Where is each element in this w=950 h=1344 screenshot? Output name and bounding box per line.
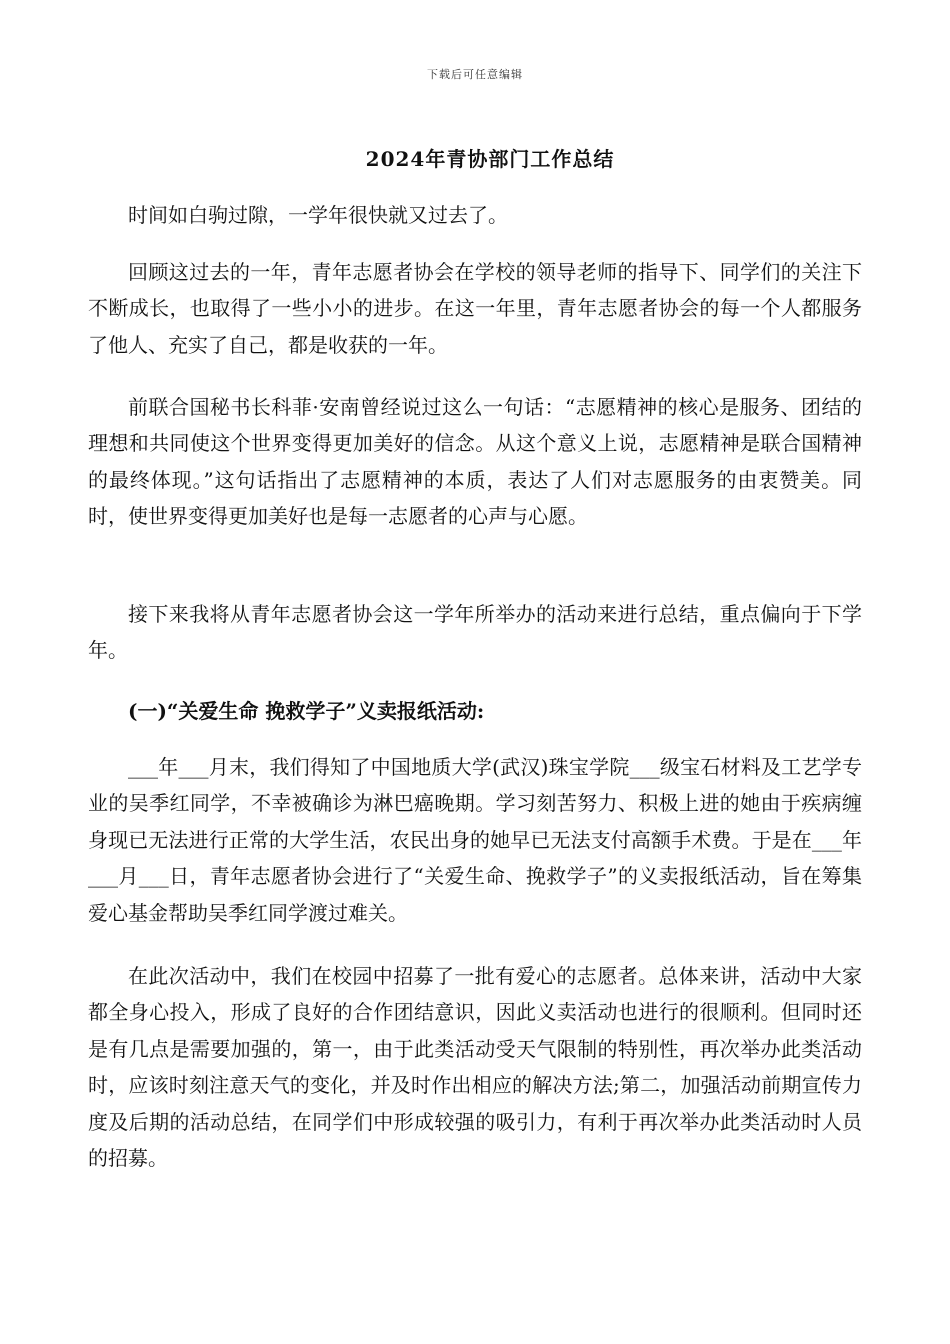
paragraph-activity-background: ___年___月末，我们得知了中国地质大学(武汉)珠宝学院___级宝石材料及工艺学专业的吴季红同学，不幸被确诊为淋巴癌晚期。学习刻苦努力、积极上进的她由于疾病缠身现已无法进行正常的大学生活，农民出身的她早已无法支付高额手术费。于是在___年___月___日，青年志愿者协会进行了“关爱生命、挽救学子”的义卖报纸活动，旨在筹集爱心基金帮助吴季红同学渡过难关。 (88, 755, 862, 925)
paragraph-activity-summary: 在此次活动中，我们在校园中招募了一批有爱心的志愿者。总体来讲，活动中大家都全身心投入，形成了良好的合作团结意识，因此义卖活动也进行的很顺利。但同时还是有几点是需要加强的，第一，由于此类活动受天气限制的特别性，再次举办此类活动时，应该时刻注意天气的变化，并及时作出相应的解决方法;第二，加强活动前期宣传力度及后期的活动总结，在同学们中形成较强的吸引力，有利于再次举办此类活动时人员的招募。 (88, 964, 862, 1171)
paragraph-review: 回顾这过去的一年，青年志愿者协会在学校的领导老师的指导下、同学们的关注下不断成长，也取得了一些小小的进步。在这一年里，青年志愿者协会的每一个人都服务了他人、充实了自己，都是收获的一年。 (88, 260, 862, 357)
section-heading-1: (一)“关爱生命 挽救学子”义卖报纸活动: (128, 699, 485, 723)
paragraph-quote: 前联合国秘书长科菲·安南曾经说过这么一句话：“志愿精神的核心是服务、团结的理想和共同使这个世界变得更加美好的信念。从这个意义上说，志愿精神是联合国精神的最终体现。”这句话指出了志愿精神的本质，表达了人们对志愿服务的由衷赞美。同时，使世界变得更加美好也是每一志愿者的心声与心愿。 (88, 395, 862, 529)
page-title: 2024年青协部门工作总结 (365, 147, 615, 171)
header-note: 下载后可任意编辑 (427, 68, 523, 81)
paragraph-outline: 接下来我将从青年志愿者协会这一学年所举办的活动来进行总结，重点偏向于下学年。 (88, 602, 862, 663)
paragraph-intro: 时间如白驹过隙，一学年很快就又过去了。 (128, 203, 508, 227)
